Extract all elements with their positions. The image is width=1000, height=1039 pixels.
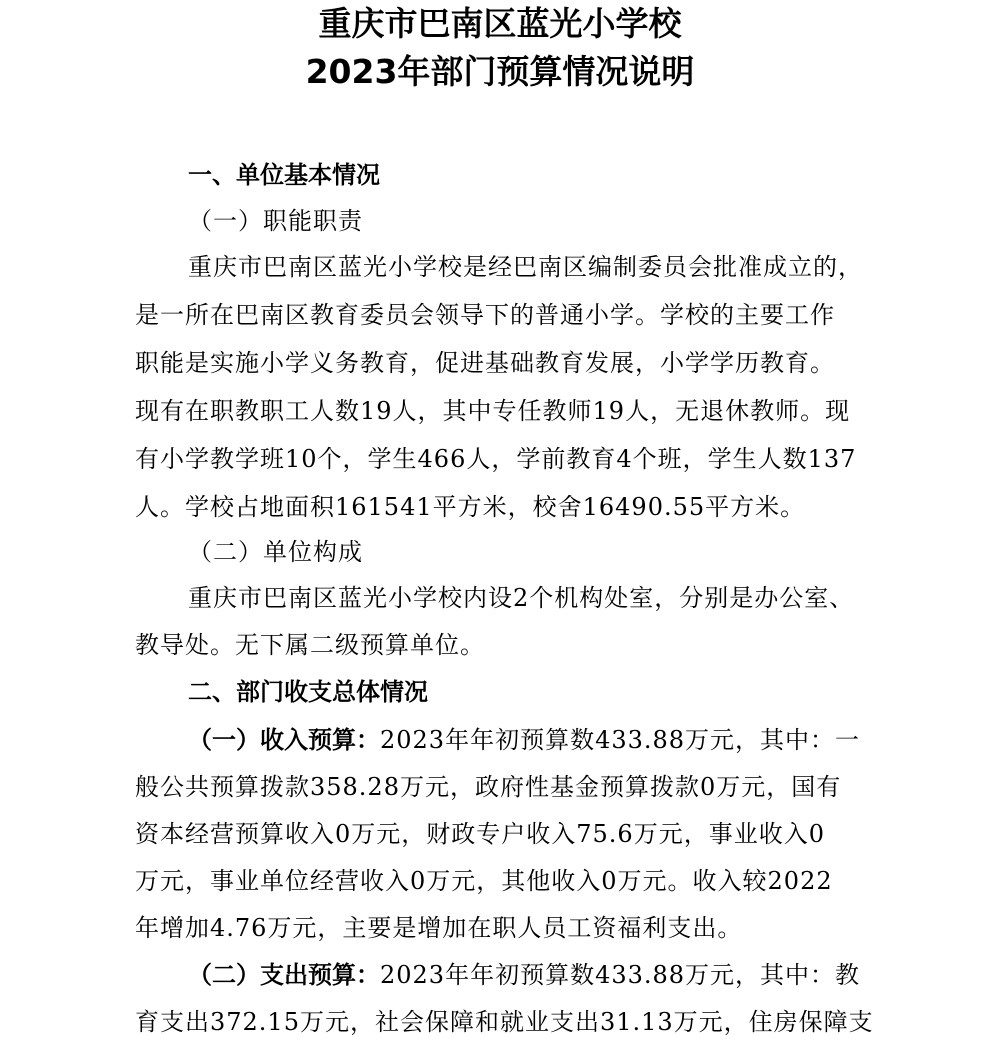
paragraph-line: 重庆市巴南区蓝光小学校内设2个机构处室，分别是办公室、 <box>188 584 855 612</box>
paragraph-line: 教导处。无下属二级预算单位。 <box>135 631 485 659</box>
section-2-heading: 二、部门收支总体情况 <box>188 678 428 706</box>
paragraph-line: 重庆市巴南区蓝光小学校是经巴南区编制委员会批准成立的， <box>188 253 863 281</box>
paragraph-line: 职能是实施小学义务教育，促进基础教育发展，小学学历教育。 <box>135 349 835 377</box>
paragraph-line: 万元，事业单位经营收入0万元，其他收入0万元。收入较2022 <box>135 867 833 895</box>
income-budget-line <box>188 723 860 757</box>
paragraph-line: 人。学校占地面积161541平方米，校舍16490.55平方米。 <box>135 493 806 521</box>
expense-budget-line <box>188 958 860 992</box>
paragraph-line: 有小学教学班10个，学生466人，学前教育4个班，学生人数137 <box>135 445 857 473</box>
document-title-line-1: 重庆市巴南区蓝光小学校 <box>318 4 682 43</box>
paragraph-line: 般公共预算拨款358.28万元，政府性基金预算拨款0万元，国有 <box>135 773 842 801</box>
expense-budget-text: 2023年年初预算数433.88万元，其中：教 <box>380 961 861 989</box>
paragraph-line: 是一所在巴南区教育委员会领导下的普通小学。学校的主要工作 <box>135 301 835 329</box>
income-budget-text: 2023年年初预算数433.88万元，其中：一 <box>380 726 861 754</box>
paragraph-line: 年增加4.76万元，主要是增加在职人员工资福利支出。 <box>135 914 743 942</box>
expense-budget-label: （二）支出预算： <box>188 961 380 989</box>
subsection-1-1-heading: （一）职能职责 <box>188 207 363 235</box>
section-1-heading: 一、单位基本情况 <box>188 161 380 189</box>
income-budget-label: （一）收入预算： <box>188 726 380 754</box>
document-title-line-2: 2023年部门预算情况说明 <box>305 52 695 91</box>
subsection-1-2-heading: （二）单位构成 <box>188 538 363 566</box>
paragraph-line: 资本经营预算收入0万元，财政专户收入75.6万元，事业收入0 <box>135 820 825 848</box>
paragraph-line: 育支出372.15万元，社会保障和就业支出31.13万元，住房保障支 <box>135 1008 874 1036</box>
paragraph-line: 现有在职教职工人数19人，其中专任教师19人，无退休教师。现 <box>135 397 851 425</box>
